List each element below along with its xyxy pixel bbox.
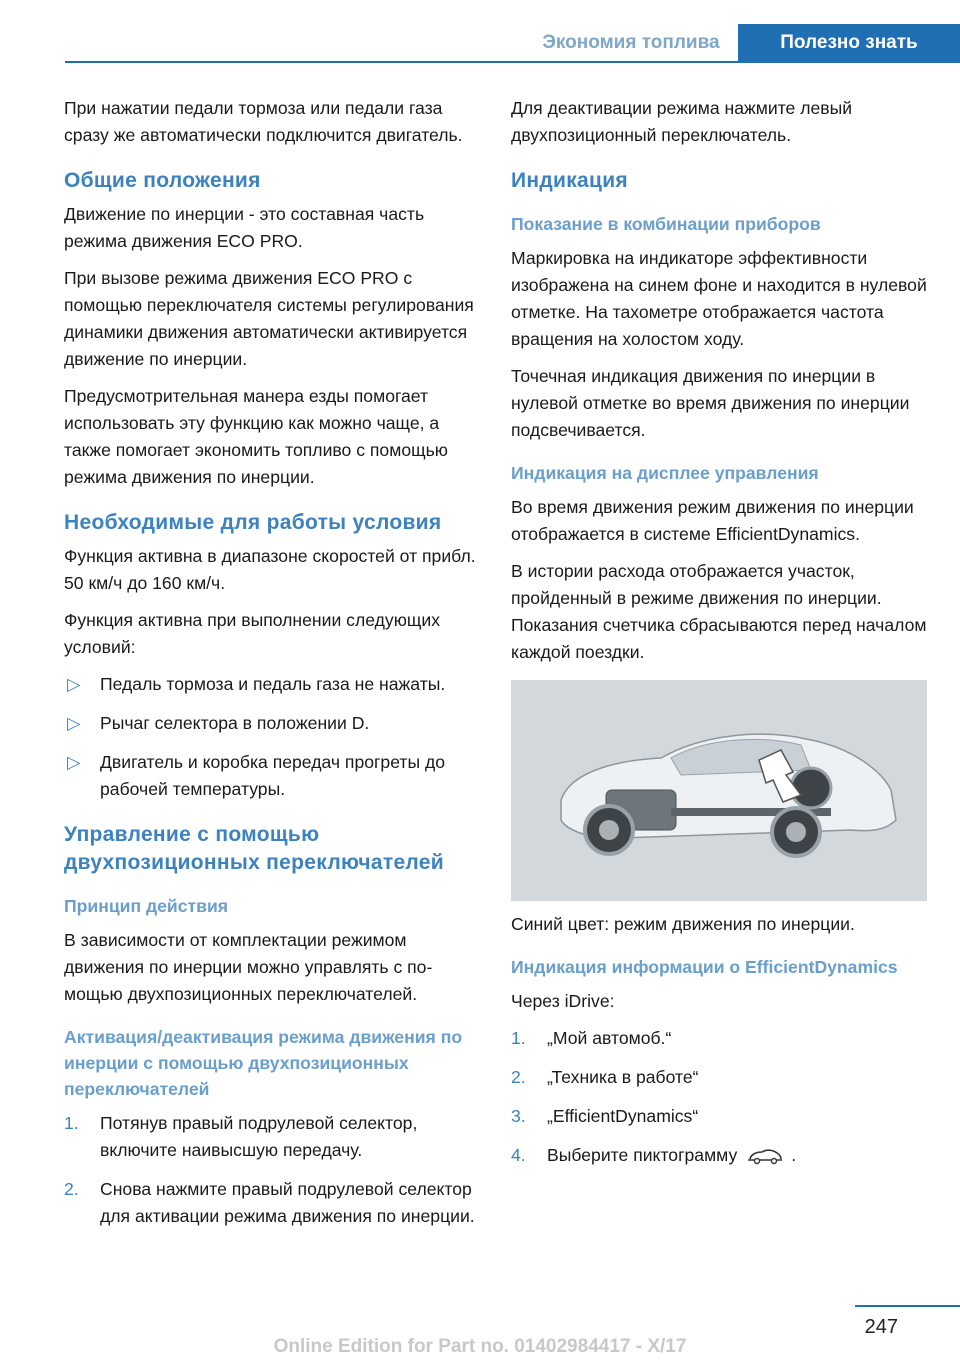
triangle-bullet-icon: ▷: [67, 752, 81, 772]
paragraph: Через iDrive:: [511, 991, 615, 1011]
figure-caption: Синий цвет: режим движения по инерции.: [511, 914, 855, 934]
page-header: [0, 24, 960, 62]
heading-control: Управление с помощью двухпозиционных переключателей: [64, 823, 444, 874]
list-item-text: Рычаг селектора в положении D.: [100, 713, 370, 733]
step-number: 3.: [511, 1106, 526, 1126]
activation-steps: [64, 1110, 484, 1230]
list-item-text: Педаль тормоза и педаль газа не нажаты.: [100, 674, 446, 694]
conditions-list: [64, 671, 484, 803]
step-text: „Мой автомоб.“: [547, 1028, 672, 1048]
list-item: [64, 671, 484, 698]
tab-useful-info[interactable]: Полезно знать: [738, 24, 960, 62]
heading-cluster: Показание в комбинации приборов: [511, 214, 821, 234]
step-text-end: .: [791, 1145, 797, 1165]
car-drivetrain-illustration: [511, 680, 927, 901]
list-item: [64, 1176, 484, 1230]
list-item-text: Двигатель и коробка передач прогреты до рабочей температуры.: [100, 752, 446, 799]
left-column: [64, 95, 484, 1242]
paragraph: Маркировка на индикаторе эффективности изображена на синем фоне и находится в нулевой отметке. На тахометре отображается частота вращения на холостом ходу.: [511, 248, 927, 349]
list-item: [64, 749, 484, 803]
step-text: „EfficientDynamics“: [547, 1106, 699, 1126]
paragraph: Предусмотрительная манера езды помогает использовать эту функцию как можно чаще, а также помогает экономить топливо с помощью режима движения по инерции.: [64, 386, 448, 487]
header-divider: [65, 61, 960, 63]
triangle-bullet-icon: ▷: [67, 674, 81, 694]
list-item: [64, 710, 484, 737]
heading-conditions: Необходимые для работы условия: [64, 511, 442, 534]
step-number: 4.: [511, 1145, 526, 1165]
paragraph: В истории расхода отображается участок, пройденный в режиме движения по инерции. Показания счетчика сбрасываются перед началом каждой поездки.: [511, 561, 927, 662]
list-item: [511, 1025, 931, 1052]
paragraph: Точечная индикация движения по инерции в нулевой отметке во время движения по инерции подсвечивается.: [511, 366, 910, 440]
heading-general: Общие положения: [64, 169, 261, 192]
paragraph: Функция активна в диапазоне скоростей от прибл. 50 км/ч до 160 км/ч.: [64, 546, 476, 593]
heading-activation: Активация/деактивация режима движения по инерции с помощью двухпозиционных переключателей: [64, 1027, 463, 1099]
step-text: Снова нажмите правый подрулевой селектор для активации режима движения по инерции.: [100, 1179, 475, 1226]
paragraph: Для деактивации режима нажмите левый двухпозиционный переключатель.: [511, 98, 853, 145]
heading-info: Индикация информации о EfficientDynamics: [511, 957, 898, 977]
tab-fuel-economy[interactable]: Экономия топлива: [542, 32, 720, 53]
paragraph: Движение по инерции - это составная часть режима движения ECO PRO.: [64, 204, 425, 251]
step-number: 2.: [64, 1179, 79, 1199]
heading-display: Индикация на дисплее управления: [511, 463, 819, 483]
step-text: Выберите пиктограмму: [547, 1145, 738, 1165]
right-column: [511, 95, 931, 1181]
step-number: 2.: [511, 1067, 526, 1087]
paragraph: В зависимости от комплектации режимом движения по инерции можно управлять с помощью двухпозиционных переключателей.: [64, 930, 433, 1004]
step-text: Потянув правый подрулевой селектор, включите наивысшую передачу.: [100, 1113, 418, 1160]
paragraph: При вызове режима движения ECO PRO с помощью переключателя системы регулирования динамики движения автоматически активируется движение по инерции.: [64, 268, 474, 369]
list-item: [511, 1142, 931, 1169]
idrive-steps: [511, 1025, 931, 1169]
list-item: [64, 1110, 484, 1164]
step-number: 1.: [64, 1113, 79, 1133]
heading-indication: Индикация: [511, 169, 628, 192]
step-number: 1.: [511, 1028, 526, 1048]
intro-paragraph: При нажатии педали тормоза или педали газа сразу же автоматически подключится двигатель.: [64, 98, 463, 145]
car-illustration-icon: [511, 680, 927, 901]
list-item: [511, 1064, 931, 1091]
page-number: 247: [864, 1316, 898, 1338]
footer-divider: [855, 1305, 960, 1307]
paragraph: Функция активна при выполнении следующих условий:: [64, 610, 440, 657]
paragraph: Во время движения режим движения по инерции отображается в системе EfficientDynamics.: [511, 497, 914, 544]
list-item: [511, 1103, 931, 1130]
car-pictogram-icon: [745, 1145, 785, 1167]
triangle-bullet-icon: ▷: [67, 713, 81, 733]
heading-principle: Принцип действия: [64, 896, 229, 916]
step-text: „Техника в работе“: [547, 1067, 699, 1087]
edition-footer: Online Edition for Part no. 01402984417 - X/17: [273, 1336, 687, 1357]
